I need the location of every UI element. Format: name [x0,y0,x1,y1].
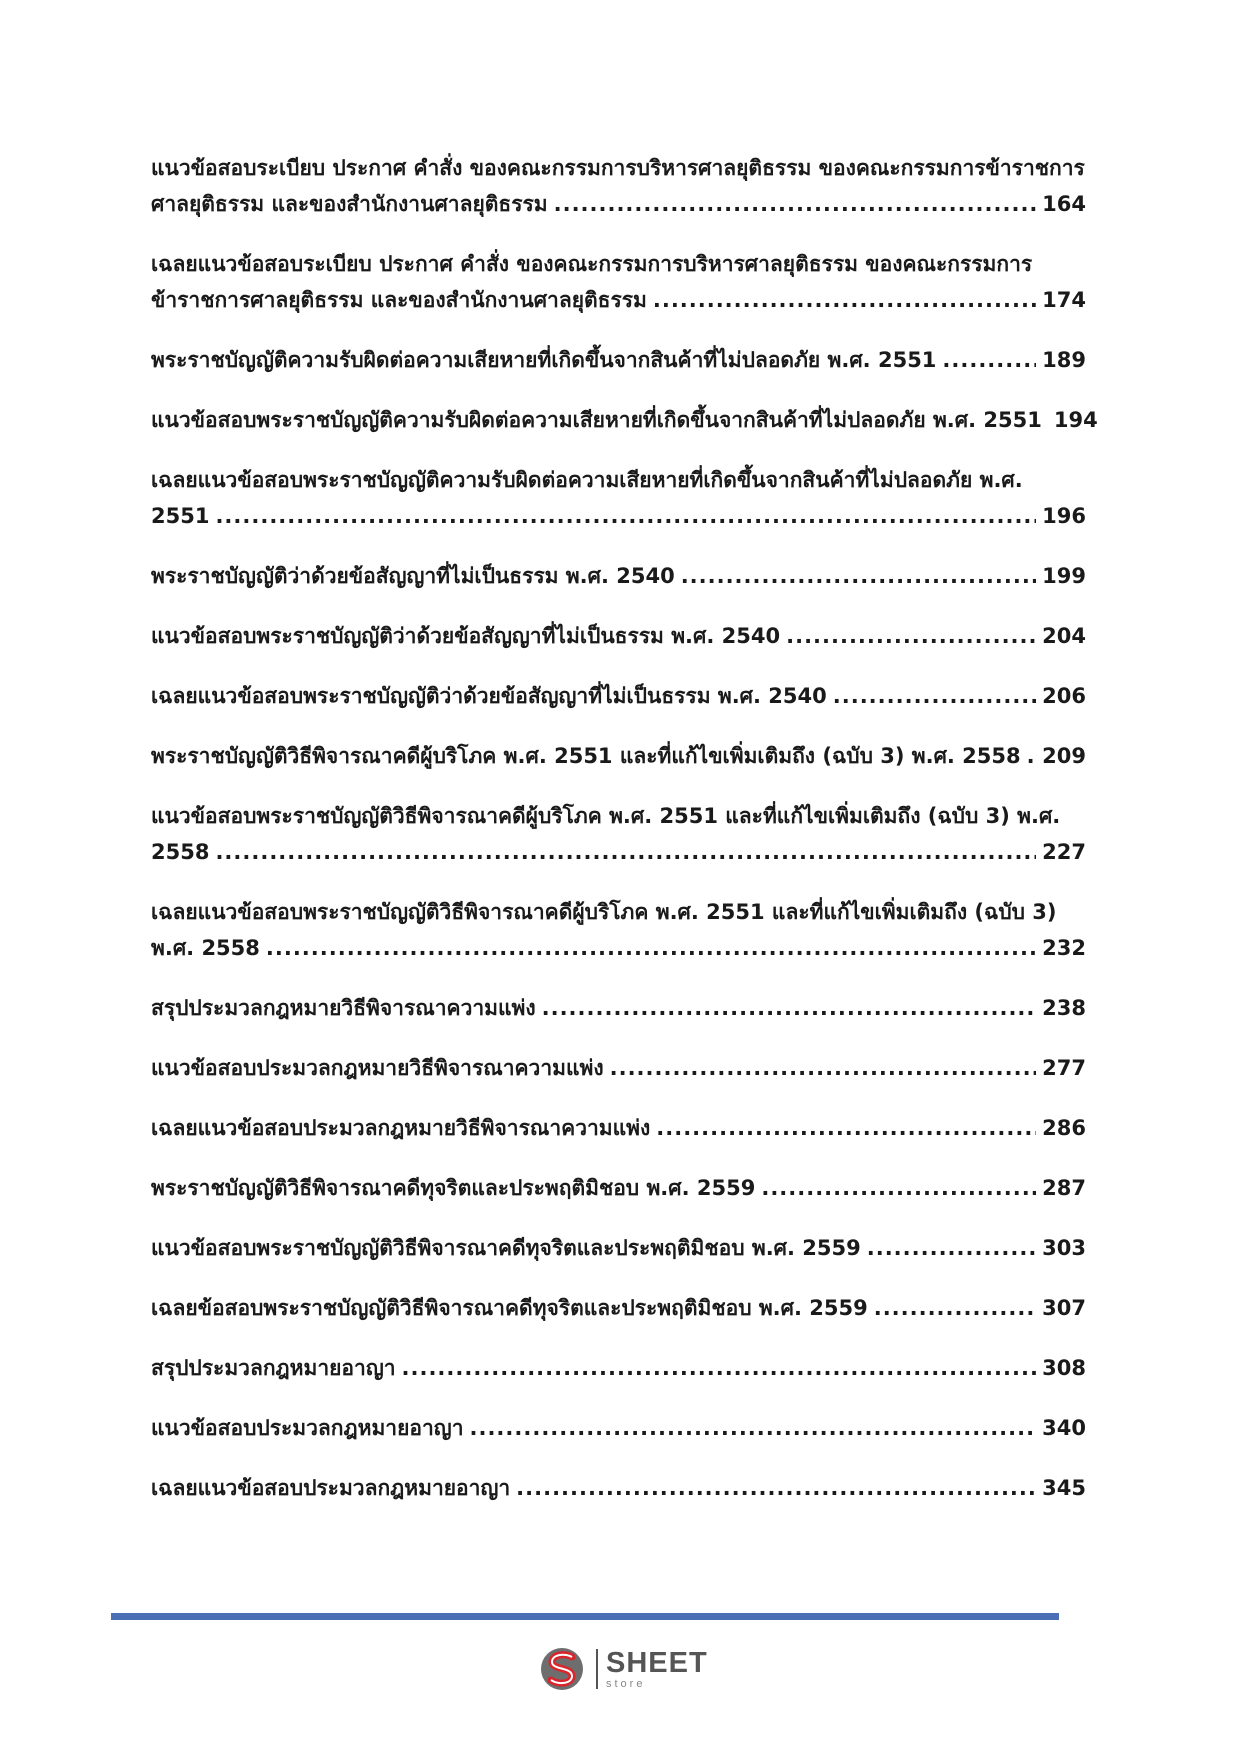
toc-entry [151,402,1098,438]
toc-page-number: 340 [1042,1416,1086,1440]
toc-dot-leader [402,1350,1037,1386]
footer-rule [111,1613,1059,1620]
toc-entry-line [151,930,1086,966]
toc-entry [151,618,1086,654]
table-of-contents [151,150,1098,1530]
toc-entry [151,246,1086,318]
toc-dot-leader [516,1470,1036,1506]
toc-entry-line [151,990,1086,1026]
toc-entry [151,1050,1086,1086]
toc-page-number: 174 [1042,288,1086,312]
toc-entry [151,738,1086,774]
toc-entry-line [151,678,1086,714]
toc-entry-title: ข้าราชการศาลยุติธรรม และของสำนักงานศาลยุติธรรม [151,288,647,312]
toc-dot-leader [874,1290,1036,1326]
toc-dot-leader [215,498,1036,534]
toc-entry [151,1470,1086,1506]
toc-entry-line [151,618,1086,654]
toc-page-number: 286 [1042,1116,1086,1140]
toc-dot-leader [1027,738,1037,774]
toc-entry [151,150,1086,222]
sheet-store-s-icon [538,1645,592,1693]
toc-entry-title: สรุปประมวลกฎหมายอาญา [151,1356,396,1380]
toc-page-number: 303 [1042,1236,1086,1260]
toc-dot-leader [610,1050,1037,1086]
toc-page-number: 227 [1042,840,1086,864]
toc-entry-title-line1: เฉลยแนวข้อสอบพระราชบัญญัติความรับผิดต่อความเสียหายที่เกิดขึ้นจากสินค้าที่ไม่ปลอดภัย พ.ศ. [151,468,1023,492]
toc-entry [151,1350,1086,1386]
toc-page-number: 307 [1042,1296,1086,1320]
toc-page-number: 196 [1042,504,1086,528]
toc-dot-leader [215,834,1036,870]
toc-page-number: 238 [1042,996,1086,1020]
toc-entry-title: เฉลยข้อสอบพระราชบัญญัติวิธีพิจารณาคดีทุจริตและประพฤติมิชอบ พ.ศ. 2559 [151,1296,868,1320]
toc-entry-title-line1: เฉลยแนวข้อสอบพระราชบัญญัติวิธีพิจารณาคดีผู้บริโภค พ.ศ. 2551 และที่แก้ไขเพิ่มเติมถึง (ฉบับ 3) [151,900,1057,924]
toc-page-number: 232 [1042,936,1086,960]
toc-entry [151,1110,1086,1146]
toc-entry-title: เฉลยแนวข้อสอบประมวลกฎหมายอาญา [151,1476,511,1500]
toc-entry-line [151,1110,1086,1146]
toc-dot-leader [786,618,1036,654]
toc-entry [151,1290,1086,1326]
toc-entry-line [151,1350,1086,1386]
toc-entry-title: แนวข้อสอบประมวลกฎหมายวิธีพิจารณาความแพ่ง [151,1056,604,1080]
toc-page-number: 209 [1042,744,1086,768]
logo-separator [596,1649,598,1689]
toc-dot-leader [554,186,1037,222]
toc-entry [151,894,1086,966]
toc-entry [151,990,1086,1026]
toc-dot-leader [653,282,1036,318]
toc-entry [151,558,1086,594]
toc-entry [151,1170,1086,1206]
toc-entry-line [151,834,1086,870]
toc-page-number: 287 [1042,1176,1086,1200]
logo-main-text: SHEET [606,1646,708,1679]
toc-entry-line [151,1050,1086,1086]
toc-page-number: 164 [1042,192,1086,216]
toc-page-number: 345 [1042,1476,1086,1500]
toc-entry-line [151,1410,1086,1446]
toc-entry-title: แนวข้อสอบพระราชบัญญัติวิธีพิจารณาคดีทุจริตและประพฤติมิชอบ พ.ศ. 2559 [151,1236,861,1260]
toc-page-number: 204 [1042,624,1086,648]
toc-dot-leader [942,342,1036,378]
toc-entry [151,462,1086,534]
toc-entry-title: เฉลยแนวข้อสอบพระราชบัญญัติว่าด้วยข้อสัญญาที่ไม่เป็นธรรม พ.ศ. 2540 [151,684,827,708]
toc-dot-leader [681,558,1036,594]
toc-dot-leader [761,1170,1036,1206]
toc-page-number: 194 [1053,408,1098,432]
toc-entry [151,342,1086,378]
toc-entry-title: แนวข้อสอบพระราชบัญญัติความรับผิดต่อความเสียหายที่เกิดขึ้นจากสินค้าที่ไม่ปลอดภัย พ.ศ. 2551 [151,408,1042,432]
logo-sub-text: store [606,1677,646,1690]
toc-page-number: 199 [1042,564,1086,588]
toc-entry-line [151,498,1086,534]
toc-entry-title: สรุปประมวลกฎหมายวิธีพิจารณาความแพ่ง [151,996,536,1020]
toc-entry-title: 2558 [151,840,210,864]
toc-entry [151,798,1086,870]
toc-entry [151,1410,1086,1446]
toc-entry-line [151,282,1086,318]
toc-entry-line [151,1470,1086,1506]
toc-entry-line [151,558,1086,594]
toc-entry-title: พ.ศ. 2558 [151,936,260,960]
toc-entry-title: พระราชบัญญัติว่าด้วยข้อสัญญาที่ไม่เป็นธรรม พ.ศ. 2540 [151,564,675,588]
toc-entry-title: พระราชบัญญัติวิธีพิจารณาคดีผู้บริโภค พ.ศ. 2551 และที่แก้ไขเพิ่มเติมถึง (ฉบับ 3) พ.ศ. 2558 [151,744,1021,768]
toc-entry-line [151,1170,1086,1206]
toc-dot-leader [470,1410,1037,1446]
sheet-store-logo [538,1645,708,1693]
toc-page-number: 277 [1042,1056,1086,1080]
toc-entry-title: พระราชบัญญัติความรับผิดต่อความเสียหายที่เกิดขึ้นจากสินค้าที่ไม่ปลอดภัย พ.ศ. 2551 [151,348,937,372]
toc-entry-title: พระราชบัญญัติวิธีพิจารณาคดีทุจริตและประพฤติมิชอบ พ.ศ. 2559 [151,1176,756,1200]
toc-entry-line [151,186,1086,222]
toc-entry-title: ศาลยุติธรรม และของสำนักงานศาลยุติธรรม [151,192,548,216]
toc-dot-leader [266,930,1036,966]
toc-entry-line [151,342,1086,378]
toc-dot-leader [656,1110,1036,1146]
toc-entry-line [151,738,1086,774]
toc-entry-title-line1: เฉลยแนวข้อสอบระเบียบ ประกาศ คำสั่ง ของคณะกรรมการบริหารศาลยุติธรรม ของคณะกรรมการ [151,252,1033,276]
toc-entry [151,1230,1086,1266]
toc-entry-title: แนวข้อสอบพระราชบัญญัติว่าด้วยข้อสัญญาที่ไม่เป็นธรรม พ.ศ. 2540 [151,624,781,648]
toc-entry-line [151,1290,1086,1326]
toc-entry-line [151,402,1098,438]
toc-page-number: 308 [1042,1356,1086,1380]
toc-dot-leader [542,990,1037,1026]
toc-dot-leader [833,678,1036,714]
logo-text [606,1646,708,1690]
toc-entry-title: เฉลยแนวข้อสอบประมวลกฎหมายวิธีพิจารณาความแพ่ง [151,1116,651,1140]
toc-dot-leader [867,1230,1036,1266]
toc-entry-line [151,1230,1086,1266]
toc-entry-title: แนวข้อสอบประมวลกฎหมายอาญา [151,1416,464,1440]
toc-entry [151,678,1086,714]
toc-entry-title: 2551 [151,504,210,528]
toc-page-number: 206 [1042,684,1086,708]
toc-page-number: 189 [1042,348,1086,372]
toc-entry-title-line1: แนวข้อสอบระเบียบ ประกาศ คำสั่ง ของคณะกรรมการบริหารศาลยุติธรรม ของคณะกรรมการข้าราชการ [151,156,1085,180]
toc-entry-title-line1: แนวข้อสอบพระราชบัญญัติวิธีพิจารณาคดีผู้บริโภค พ.ศ. 2551 และที่แก้ไขเพิ่มเติมถึง (ฉบับ 3) พ.ศ. [151,804,1061,828]
